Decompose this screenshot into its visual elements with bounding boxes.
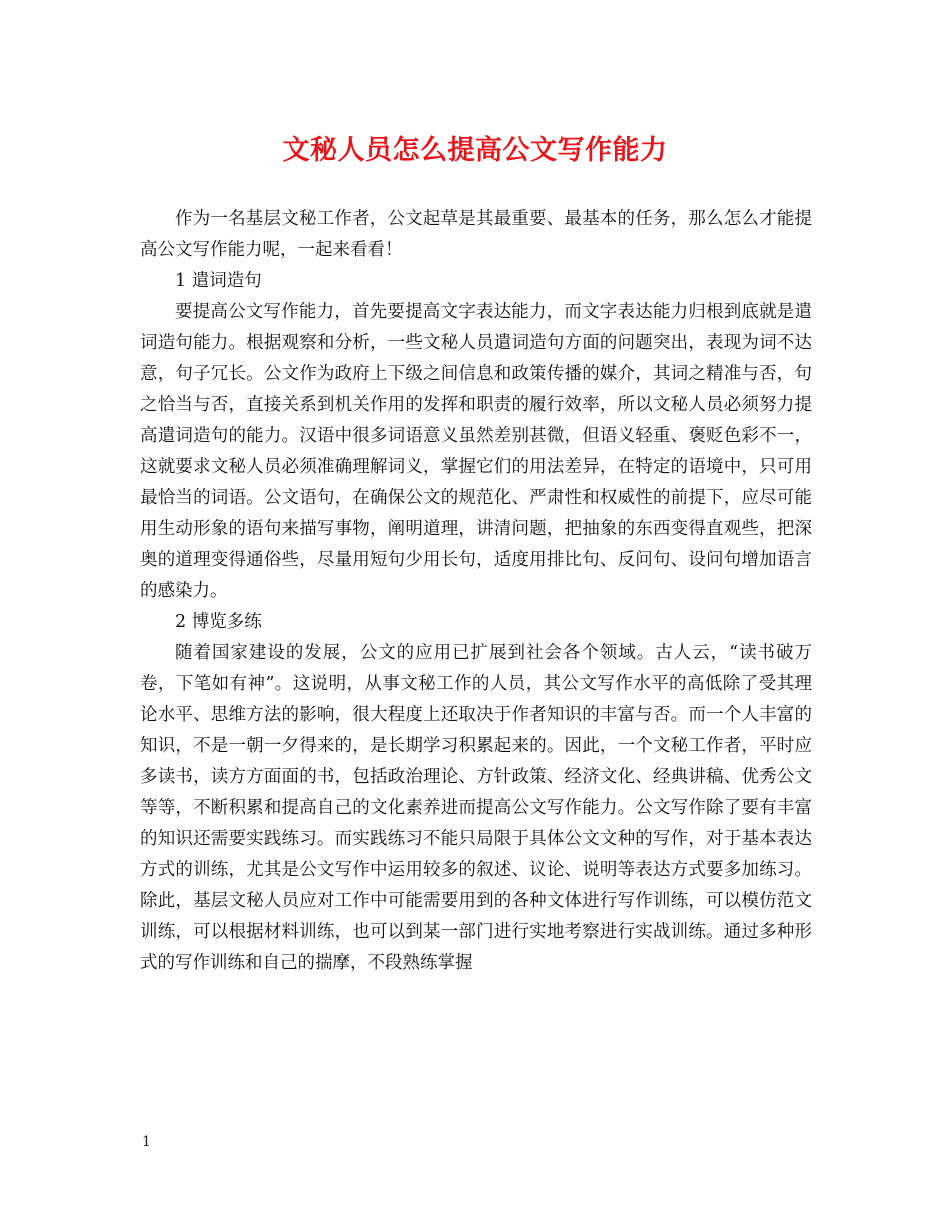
section-2-paragraph: 随着国家建设的发展，公文的应用已扩展到社会各个领域。古人云，“读书破万卷，下笔如有神”。这说明，从事文秘工作的人员，其公文写作水平的高低除了受其理论水平、思维方法的影响，很大程度上还取决于作者知识的丰富与否。而一个人丰富的知识，不是一朝一夕得来的，是长期学习积累起来的。因此，一个文秘工作者，平时应多读书，读方方面面的书，包括政治理论、方针政策、经济文化、经典讲稿、优秀公文等等，不断积累和提高自己的文化素养进而提高公文写作能力。公文写作除了要有丰富的知识还需要实践练习。而实践练习不能只局限于具体公文文种的写作，对于基本表达方式的训练，尤其是公文写作中运用较多的叙述、议论、说明等表达方式要多加练习。除此，基层文秘人员应对工作中可能需要用到的各种文体进行写作训练，可以模仿范文训练，可以根据材料训练，也可以到某一部门进行实地考察进行实战训练。通过多种形式的写作训练和自己的揣摩，不段熟练掌握 [140,643,812,973]
document-title: 文秘人员怎么提高公文写作能力 [282,135,668,166]
section-heading-2: 2 博览多练 [175,612,262,632]
page-number: 1 [142,1134,151,1150]
intro-paragraph: 作为一名基层文秘工作者，公文起草是其最重要、最基本的任务，那么怎么才能提高公文写作能力呢，一起来看看！ [140,209,812,260]
section-heading-1: 1 遣词造句 [175,271,262,291]
section-1-paragraph: 要提高公文写作能力，首先要提高文字表达能力，而文字表达能力归根到底就是遣词造句能力。根据观察和分析，一些文秘人员遣词造句方面的问题突出，表现为词不达意，句子冗长。公文作为政府上下级之间信息和政策传播的媒介，其词之精准与否，句之恰当与否，直接关系到机关作用的发挥和职责的履行效率，所以文秘人员必须努力提高遣词造句的能力。汉语中很多词语意义虽然差别甚微，但语义轻重、褒贬色彩不一，这就要求文秘人员必须准确理解词义，掌握它们的用法差异，在特定的语境中，只可用最恰当的词语。公文语句，在确保公文的规范化、严肃性和权威性的前提下，应尽可能用生动形象的语句来描写事物，阐明道理，讲清问题，把抽象的东西变得直观些，把深奥的道理变得通俗些，尽量用短句少用长句，适度用排比句、反问句、设问句增加语言的感染力。 [140,302,812,601]
document-body [140,204,812,979]
